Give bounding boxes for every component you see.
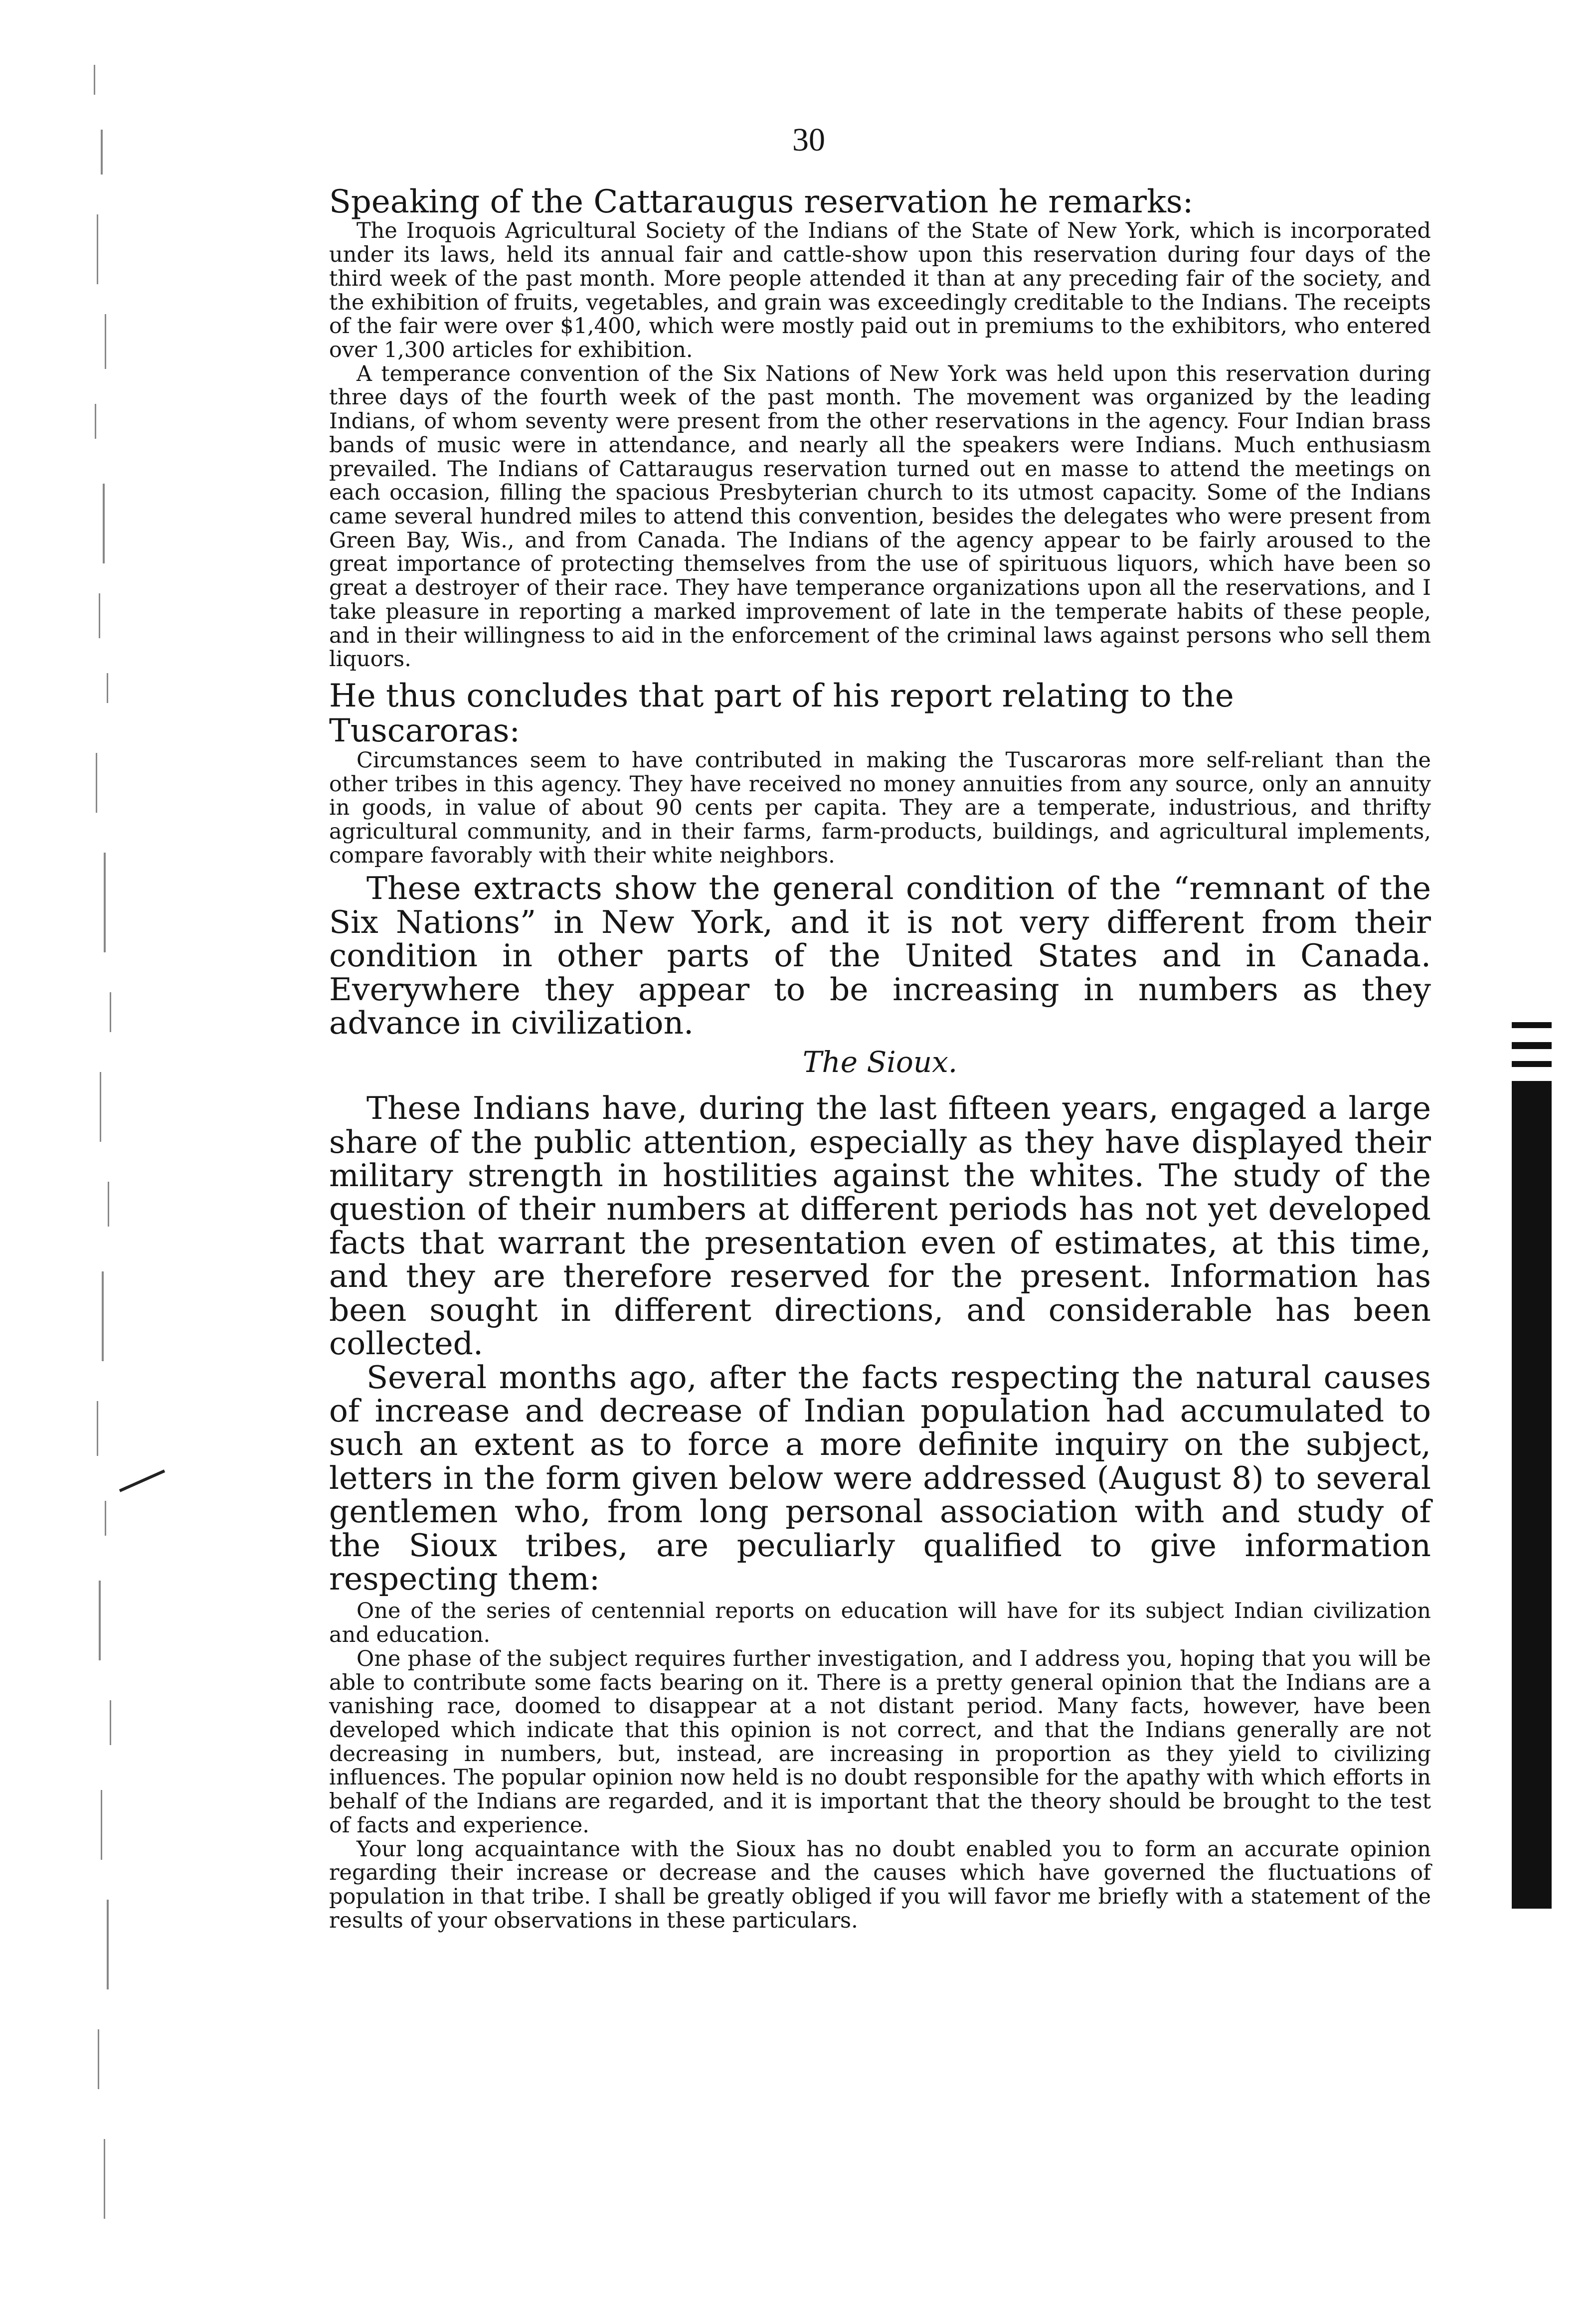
text-column — [329, 184, 1431, 1933]
scan-edge-mark — [1502, 1022, 1559, 1910]
section-heading-sioux: The Sioux. — [802, 1045, 958, 1079]
letter-paragraph-1: One of the series of centennial reports on education will have for its subject Indian civilization and education. — [329, 1599, 1431, 1648]
sioux-paragraph-2: Several months ago, after the facts respecting the natural causes of increase and decrease of Indian population had accumulated to such an extent as to force a more definite inquiry on the subject, letters in the form given below were addressed (August 8) to several gentlemen who, from long personal association with and study of the Sioux tribes, are peculiarly qualified to give information respecting them: — [329, 1359, 1431, 1597]
quote-fair-paragraph: The Iroquois Agricultural Society of the Indians of the State of New York, which is incorporated under its laws, held its annual fair and cattle-show upon this reservation during four days of the third week of the past month. More people attended it than at any preceding fair of the society, and the exhibition of fruits, vegetables, and grain was exceedingly creditable to the Indians. The receipts of the fair were over $1,400, which were mostly paid out in premiums to the exhibitors, who entered over 1,300 articles for exhibition. — [329, 218, 1431, 362]
extracts-paragraph: These extracts show the general condition of the “remnant of the Six Nations” in New York, and it is not very different from their condition in other parts of the United States and in Canada. Everywhere they appear to be increasing in numbers as they advance in civilization. — [329, 870, 1431, 1042]
page-number: 30 — [792, 122, 825, 158]
letter-paragraph-3: Your long acquaintance with the Sioux has no doubt enabled you to form an accurate opinion regarding their increase or decrease and the causes which have governed the fluctuations of population in that tribe. I shall be greatly obliged if you will favor me briefly with a statement of the results of your observations in these particulars. — [329, 1836, 1431, 1933]
scan-margin-noise — [90, 55, 170, 2279]
intro-lead: Speaking of the Cattaraugus reservation he remarks: — [329, 183, 1194, 220]
sioux-paragraph-1: These Indians have, during the last fifteen years, engaged a large share of the public attention, especially as they have displayed their military strength in hostilities against the whites. The study of the question of their numbers at different periods has not yet developed facts that warrant the presentation even of estimates, at this time, and they are therefore reserved for the present. Information has been sought in different directions, and considerable has been collected. — [329, 1090, 1431, 1362]
quote-tuscarora-paragraph: Circumstances seem to have contributed in making the Tuscaroras more self-reliant than the other tribes in this agency. They have received no money annuities from any source, only an annuity in goods, in value of about 90 cents per capita. They are a temperate, industrious, and thrifty agricultural community, and in their farms, farm-products, buildings, and agricultural implements, compare favorably with their white neighbors. — [329, 747, 1431, 868]
letter-paragraph-2: One phase of the subject requires further investigation, and I address you, hoping that you will be able to contribute some facts bearing on it. There is a pretty general opinion that the Indians are a vanishing race, doomed to disappear at a not distant period. Many facts, however, have been developed which indicate that this opinion is not correct, and that the Indians generally are not decreasing in numbers, but, instead, are increasing in proportion as they yield to civilizing influences. The popular opinion now held is no doubt responsible for the apathy with which efforts in behalf of the Indians are regarded, and it is important that the theory should be brought to the test of facts and experience. — [329, 1646, 1431, 1838]
quote-temperance-paragraph: A temperance convention of the Six Nations of New York was held upon this reservation during three days of the fourth week of the past month. The movement was organized by the leading Indians, of whom seventy were present from the other reservations in the agency. Four Indian brass bands of music were in attendance, and nearly all the speakers were Indians. Much enthusiasm prevailed. The Indians of Cattaraugus reservation turned out en masse to attend the meetings on each occasion, filling the spacious Presbyterian church to its utmost capacity. Some of the Indians came several hundred miles to attend this convention, besides the delegates who were present from Green Bay, Wis., and from Canada. The Indians of the agency appear to be fairly aroused to the great importance of protecting themselves from the use of spirituous liquors, which have been so great a destroyer of their race. They have temperance organizations upon all the reservations, and I take pleasure in reporting a marked improvement of late in the temperate habits of these people, and in their willingness to aid in the enforcement of the criminal laws against persons who sell them liquors. — [329, 361, 1431, 672]
tuscarora-lead: He thus concludes that part of his report relating to the Tuscaroras: — [329, 678, 1234, 750]
